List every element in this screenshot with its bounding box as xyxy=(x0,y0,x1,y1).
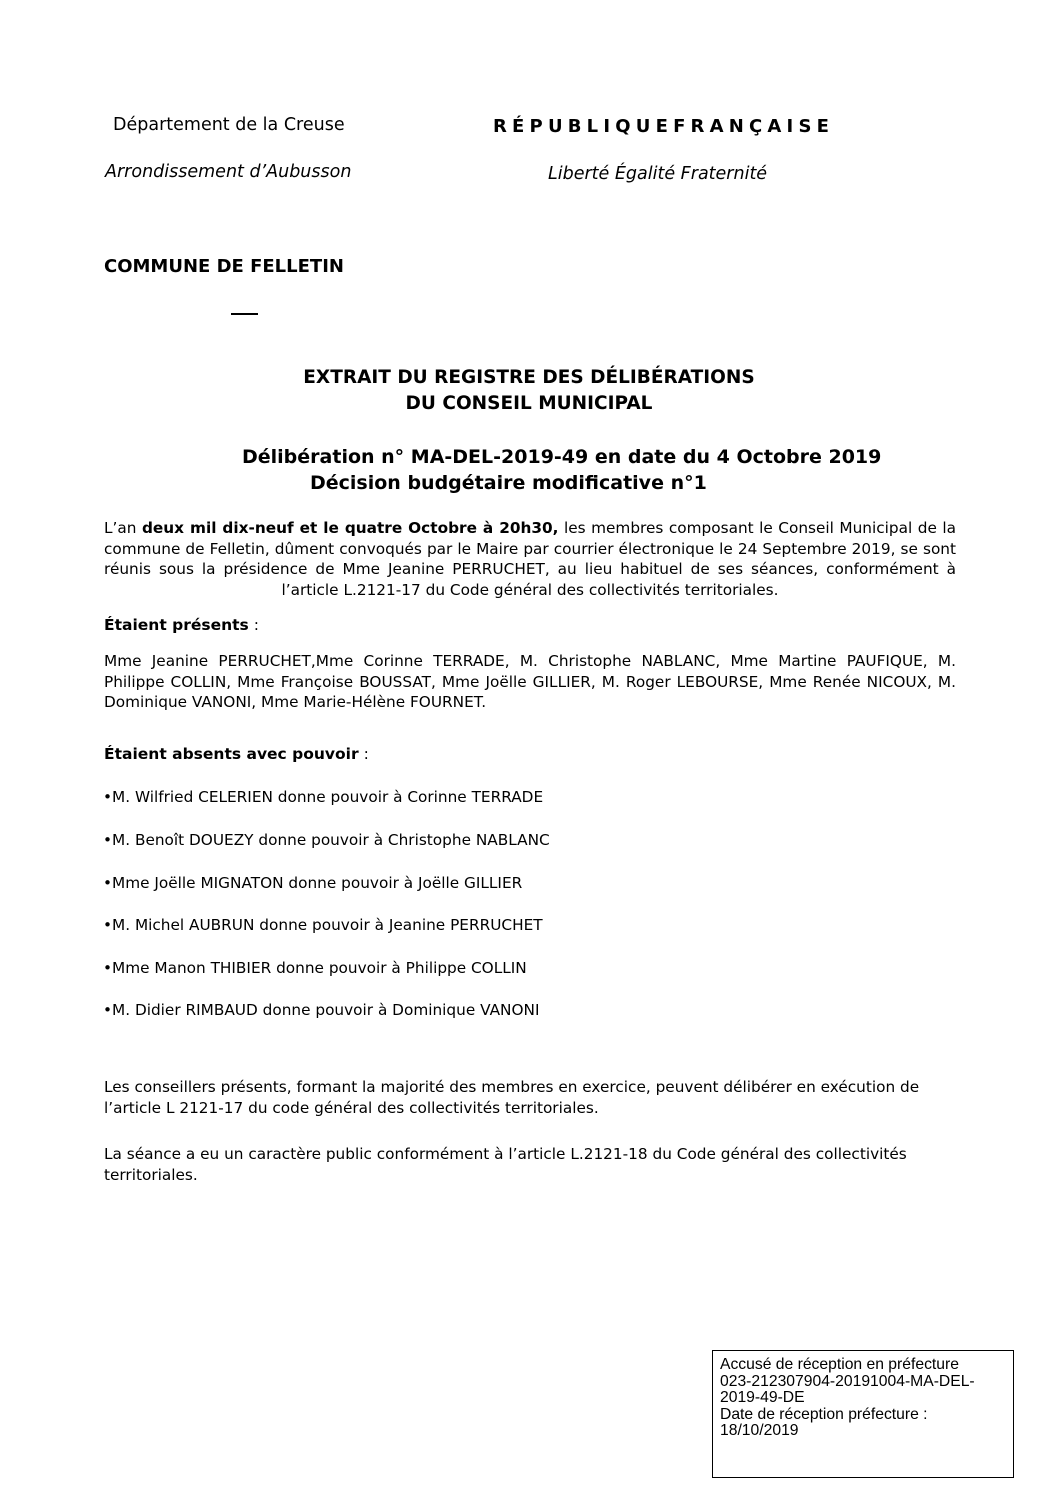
stamp-line: 023-212307904-20191004-MA-DEL- xyxy=(720,1372,975,1390)
republic-heading: RÉPUBLIQUEFRANÇAISE xyxy=(493,116,835,137)
proxy-item: •M. Didier RIMBAUD donne pouvoir à Dominique VANONI xyxy=(103,1001,540,1019)
stamp-line: Date de réception préfecture : xyxy=(720,1405,928,1423)
stamp-line: Accusé de réception en préfecture xyxy=(720,1356,959,1373)
register-title-line2: DU CONSEIL MUNICIPAL xyxy=(405,393,653,414)
stamp-line: 2019-49-DE xyxy=(720,1389,805,1407)
absents-heading-colon: : xyxy=(358,745,369,763)
intro-date: deux mil dix-neuf et le quatre Octobre à 20h30, xyxy=(141,519,559,537)
quorum-paragraph: Les conseillers présents, formant la majorité des membres en exercice, peuvent délibérer en exécution de l’article L 2121-17 du code général des collectivités territoriales. xyxy=(104,1078,920,1117)
intro-rest: les membres composant le Conseil Municipal de la commune de Felletin, dûment convoqués par le Maire par courrier électronique le 24 Septembre 2019, se sont réunis sous la présidence de Mme Jeanine PERRUCHET, au lieu habituel de ses séances, conformément à l’article L.2121-17 du Code général des collectivités territoriales. xyxy=(104,519,956,599)
prefecture-receipt-stamp xyxy=(712,1350,1014,1478)
intro-paragraph xyxy=(104,518,956,600)
absents-heading xyxy=(104,744,956,765)
deliberation-subject: Décision budgétaire modificative n°1 xyxy=(310,472,707,494)
intro-prefix: L’an xyxy=(104,519,142,537)
separator-dash xyxy=(231,313,258,315)
absents-heading-label: Étaient absents avec pouvoir xyxy=(104,745,359,763)
presents-list: Mme Jeanine PERRUCHET,Mme Corinne TERRADE, M. Christophe NABLANC, Mme Martine PAUFIQUE, M. Philippe COLLIN, Mme Françoise BOUSSAT, Mme Joëlle GILLIER, M. Roger LEBOURSE, Mme Renée NICOUX, M. Dominique VANONI, Mme Marie-Hélène FOURNET. xyxy=(104,652,956,712)
register-title-line1: EXTRAIT DU REGISTRE DES DÉLIBÉRATIONS xyxy=(303,367,755,388)
proxy-item: •Mme Manon THIBIER donne pouvoir à Philippe COLLIN xyxy=(103,959,527,977)
presents-heading xyxy=(104,615,956,636)
commune-name: COMMUNE DE FELLETIN xyxy=(104,256,344,277)
proxy-item: •M. Wilfried CELERIEN donne pouvoir à Corinne TERRADE xyxy=(103,788,544,806)
stamp-line: 18/10/2019 xyxy=(720,1422,799,1440)
proxy-item: •M. Benoît DOUEZY donne pouvoir à Christophe NABLANC xyxy=(103,831,550,849)
presents-heading-colon: : xyxy=(248,616,259,634)
deliberation-number: Délibération n° MA-DEL-2019-49 en date du 4 Octobre 2019 xyxy=(242,446,882,468)
proxy-item: •Mme Joëlle MIGNATON donne pouvoir à Joëlle GILLIER xyxy=(103,874,523,892)
proxy-item: •M. Michel AUBRUN donne pouvoir à Jeanine PERRUCHET xyxy=(103,916,543,934)
arrondissement-label: Arrondissement d’Aubusson xyxy=(105,162,352,182)
presents-heading-label: Étaient présents xyxy=(104,616,249,634)
department-label: Département de la Creuse xyxy=(113,115,345,135)
public-session-paragraph: La séance a eu un caractère public conformément à l’article L.2121-18 du Code général des collectivités territoriales. xyxy=(104,1145,907,1184)
motto: Liberté Égalité Fraternité xyxy=(548,164,768,184)
